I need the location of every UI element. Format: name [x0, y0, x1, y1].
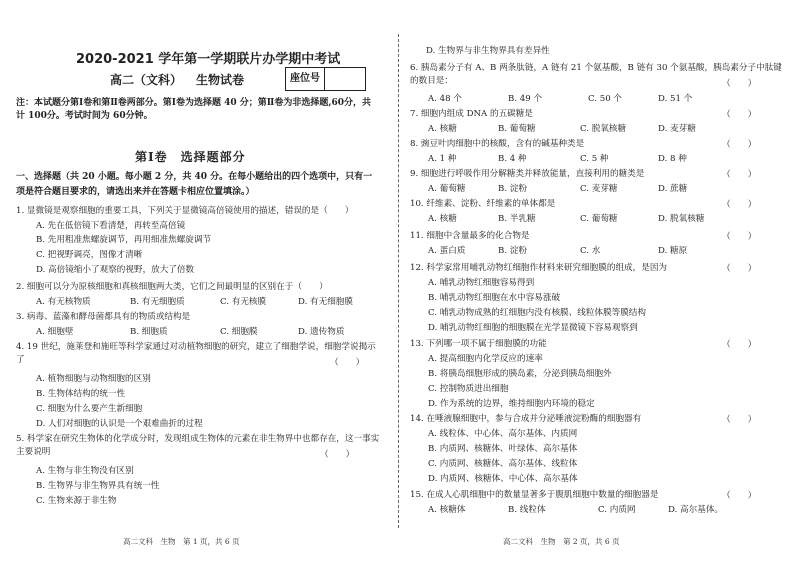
question-1-option-c[interactable]: C. 把视野调亮，图像才清晰 [36, 250, 143, 260]
page-footer-left: 高二文科 生物 第 1 页，共 6 页 [123, 537, 240, 546]
question-6-option-c[interactable]: C. 50 个 [588, 94, 622, 104]
page-right [400, 0, 794, 561]
question-12-option-b[interactable]: B. 哺乳动物红细胞在水中容易涨破 [428, 293, 561, 303]
question-3-stem: 3. 病毒、蓝藻和酵母菌都具有的物质或结构是 [16, 312, 191, 322]
question-7-option-d[interactable]: D. 麦芽糖 [658, 124, 696, 134]
subject-label: 生物试卷 [196, 73, 245, 87]
question-9-option-a[interactable]: A. 葡萄糖 [428, 184, 466, 194]
class-label: 高二（文科） [110, 73, 183, 87]
question-11-option-d[interactable]: D. 糖原 [658, 246, 688, 256]
question-1-option-a[interactable]: A. 先在低倍镜下看清楚，再转至高倍镜 [36, 221, 186, 231]
question-12-answer-blank[interactable]: （ ） [722, 264, 757, 274]
exam-note: 注：本试题分第Ⅰ卷和第Ⅱ卷两部分。第Ⅰ卷为选择题 40 分；第Ⅱ卷为非选择题,60分，共计 100分。考试时间为 60分钟。 [16, 98, 372, 121]
question-3-option-c[interactable]: C. 细胞膜 [220, 327, 258, 337]
question-10-option-a[interactable]: A. 核糖 [428, 214, 457, 224]
question-5-answer-blank[interactable]: （ ） [320, 450, 355, 460]
question-13-option-b[interactable]: B. 将胰岛细胞形成的胰岛素，分泌到胰岛细胞外 [428, 369, 612, 379]
question-14-option-a[interactable]: A. 线粒体、中心体、高尔基体、内质网 [428, 429, 578, 439]
question-5-option-c[interactable]: C. 生物来源于非生物 [36, 496, 117, 506]
question-14-option-b[interactable]: B. 内质网、核糖体、叶绿体、高尔基体 [428, 444, 578, 454]
question-2-option-d[interactable]: D. 有无细胞膜 [298, 297, 354, 307]
question-6-option-d[interactable]: D. 51 个 [658, 94, 693, 104]
question-12-option-d[interactable]: D. 哺乳动物红细胞的细胞膜在光学显微镜下容易观察到 [428, 323, 638, 333]
question-14-option-d[interactable]: D. 内质网、核糖体、中心体、高尔基体 [428, 474, 578, 484]
question-15-option-a[interactable]: A. 核糖体 [428, 505, 466, 515]
question-10-option-b[interactable]: B. 半乳糖 [498, 214, 536, 224]
question-10-option-d[interactable]: D. 脱氧核糖 [658, 214, 705, 224]
question-8-option-a[interactable]: A. 1 种 [428, 154, 457, 164]
question-9-stem: 9. 细胞进行呼吸作用分解糖类并释放能量，直接利用的糖类是 [410, 169, 645, 179]
page-divider [398, 34, 399, 528]
question-13-option-a[interactable]: A. 提高细胞内化学反应的速率 [428, 354, 543, 364]
question-10-stem: 10. 纤维素、淀粉、纤维素的单体都是 [410, 199, 556, 209]
question-11-stem: 11. 细胞中含量最多的化合物是 [410, 231, 530, 241]
question-12-stem: 12. 科学家常用哺乳动物红细胞作材料来研究细胞膜的组成，是因为 [410, 263, 668, 273]
section-title: 第Ⅰ卷 选择题部分 [135, 150, 246, 164]
question-14-option-c[interactable]: C. 内质网、核糖体、高尔基体、线粒体 [428, 459, 578, 469]
question-13-stem: 13. 下列哪一项不属于细胞膜的功能 [410, 339, 547, 349]
question-13-answer-blank[interactable]: （ ） [722, 340, 757, 350]
question-15-stem: 15. 在成人心肌细胞中的数量显著多于腹肌细胞中数量的细胞器是 [410, 490, 659, 500]
question-4-option-a[interactable]: A. 植物细胞与动物细胞的区别 [36, 374, 151, 384]
question-14-stem: 14. 在唾液腺细胞中，参与合成并分泌唾液淀粉酶的细胞器有 [410, 414, 642, 424]
question-3-option-d[interactable]: D. 遗传物质 [298, 327, 345, 337]
question-4-answer-blank[interactable]: （ ） [330, 358, 365, 368]
question-13-option-c[interactable]: C. 控制物质进出细胞 [428, 384, 509, 394]
question-2-option-a[interactable]: A. 有无核物质 [36, 297, 91, 307]
question-15-option-c[interactable]: C. 内质网 [598, 505, 636, 515]
question-8-option-d[interactable]: D. 8 种 [658, 154, 687, 164]
question-15-option-d[interactable]: D. 高尔基体。 [668, 505, 724, 515]
seat-number-box[interactable] [285, 67, 366, 91]
question-10-option-c[interactable]: C. 葡萄糖 [580, 214, 618, 224]
question-4-option-c[interactable]: C. 细胞为什么要产生新细胞 [36, 404, 143, 414]
question-1-stem: 1. 显微镜是观察细胞的重要工具，下列关于显微镜高倍镜使用的描述，错误的是（ ） [16, 206, 354, 216]
question-5-option-b[interactable]: B. 生物界与非生物界具有统一性 [36, 481, 160, 491]
question-7-stem: 7. 细胞内组成 DNA 的五碳糖是 [410, 109, 533, 119]
question-5-option-d[interactable]: D. 生物界与非生物界具有差异性 [426, 46, 550, 56]
question-7-option-a[interactable]: A. 核糖 [428, 124, 457, 134]
question-1-option-d[interactable]: D. 高倍镜缩小了观察的视野，放大了倍数 [36, 265, 195, 275]
question-2-option-b[interactable]: B. 有无细胞质 [130, 297, 185, 307]
page-footer-right: 高二文科 生物 第 2 页，共 6 页 [503, 537, 620, 546]
question-8-option-c[interactable]: C. 5 种 [580, 154, 609, 164]
question-4-stem: 4. 19 世纪，施莱登和施旺等科学家通过对动植物细胞的研究，建立了细胞学说，细胞学说揭示了 [16, 342, 376, 365]
question-2-option-c[interactable]: C. 有无核膜 [220, 297, 267, 307]
question-7-option-b[interactable]: B. 葡萄糖 [498, 124, 536, 134]
question-8-stem: 8. 豌豆叶肉细胞中的核酸，含有的碱基种类是 [410, 139, 585, 149]
question-15-answer-blank[interactable]: （ ） [722, 491, 757, 501]
question-6-stem: 6. 胰岛素分子有 A、B 两条肽链，A 链有 21 个氨基酸，B 链有 30 个氨基酸，胰岛素分子中肽键的数目是： [410, 63, 782, 86]
question-3-option-a[interactable]: A. 细胞壁 [36, 327, 74, 337]
seat-number-label: 座位号 [286, 68, 325, 90]
question-7-option-c[interactable]: C. 脱氧核糖 [580, 124, 627, 134]
question-6-answer-blank[interactable]: （ ） [722, 79, 757, 89]
question-8-answer-blank[interactable]: （ ） [722, 140, 757, 150]
question-6-option-a[interactable]: A. 48 个 [428, 94, 462, 104]
question-12-option-c[interactable]: C. 哺乳动物成熟的红细胞内没有核膜、线粒体膜等膜结构 [428, 308, 646, 318]
question-9-option-b[interactable]: B. 淀粉 [498, 184, 527, 194]
question-2-stem: 2. 细胞可以分为原核细胞和真核细胞两大类，它们之间最明显的区别在于（ ） [16, 282, 328, 292]
question-11-option-a[interactable]: A. 蛋白质 [428, 246, 466, 256]
question-4-option-d[interactable]: D. 人们对细胞的认识是一个艰难曲折的过程 [36, 419, 203, 429]
question-4-option-b[interactable]: B. 生物体结构的统一性 [36, 389, 126, 399]
question-10-answer-blank[interactable]: （ ） [722, 200, 757, 210]
question-5-stem: 5. 科学家在研究生物体的化学成分时，发现组成生物体的元素在非生物界中也都存在，这一事实主要说明 [16, 434, 380, 457]
question-8-option-b[interactable]: B. 4 种 [498, 154, 527, 164]
exam-title: 2020-2021 学年第一学期联片办学期中考试 [76, 52, 341, 67]
question-9-option-c[interactable]: C. 麦芽糖 [580, 184, 618, 194]
question-1-option-b[interactable]: B. 先用粗准焦螺旋调节，再用细准焦螺旋调节 [36, 235, 212, 245]
question-15-option-b[interactable]: B. 线粒体 [508, 505, 546, 515]
question-12-option-a[interactable]: A. 哺乳动物红细胞容易得到 [428, 278, 535, 288]
question-9-answer-blank[interactable]: （ ） [722, 170, 757, 180]
question-6-option-b[interactable]: B. 49 个 [508, 94, 543, 104]
question-5-option-a[interactable]: A. 生物与非生物没有区别 [36, 466, 134, 476]
question-3-option-b[interactable]: B. 细胞质 [130, 327, 168, 337]
question-11-option-b[interactable]: B. 淀粉 [498, 246, 527, 256]
question-11-answer-blank[interactable]: （ ） [722, 232, 757, 242]
question-7-answer-blank[interactable]: （ ） [722, 110, 757, 120]
question-11-option-c[interactable]: C. 水 [580, 246, 601, 256]
question-14-answer-blank[interactable]: （ ） [722, 415, 757, 425]
section-intro: 一、选择题（共 20 小题。每小题 2 分，共 40 分。在每小题给出的四个选项中，只有一项是符合题目要求的，请选出来并在答题卡相应位置填涂。） [16, 172, 373, 197]
question-13-option-d[interactable]: D. 作为系统的边界，维持细胞内环境的稳定 [428, 399, 595, 409]
question-9-option-d[interactable]: D. 蔗糖 [658, 184, 688, 194]
